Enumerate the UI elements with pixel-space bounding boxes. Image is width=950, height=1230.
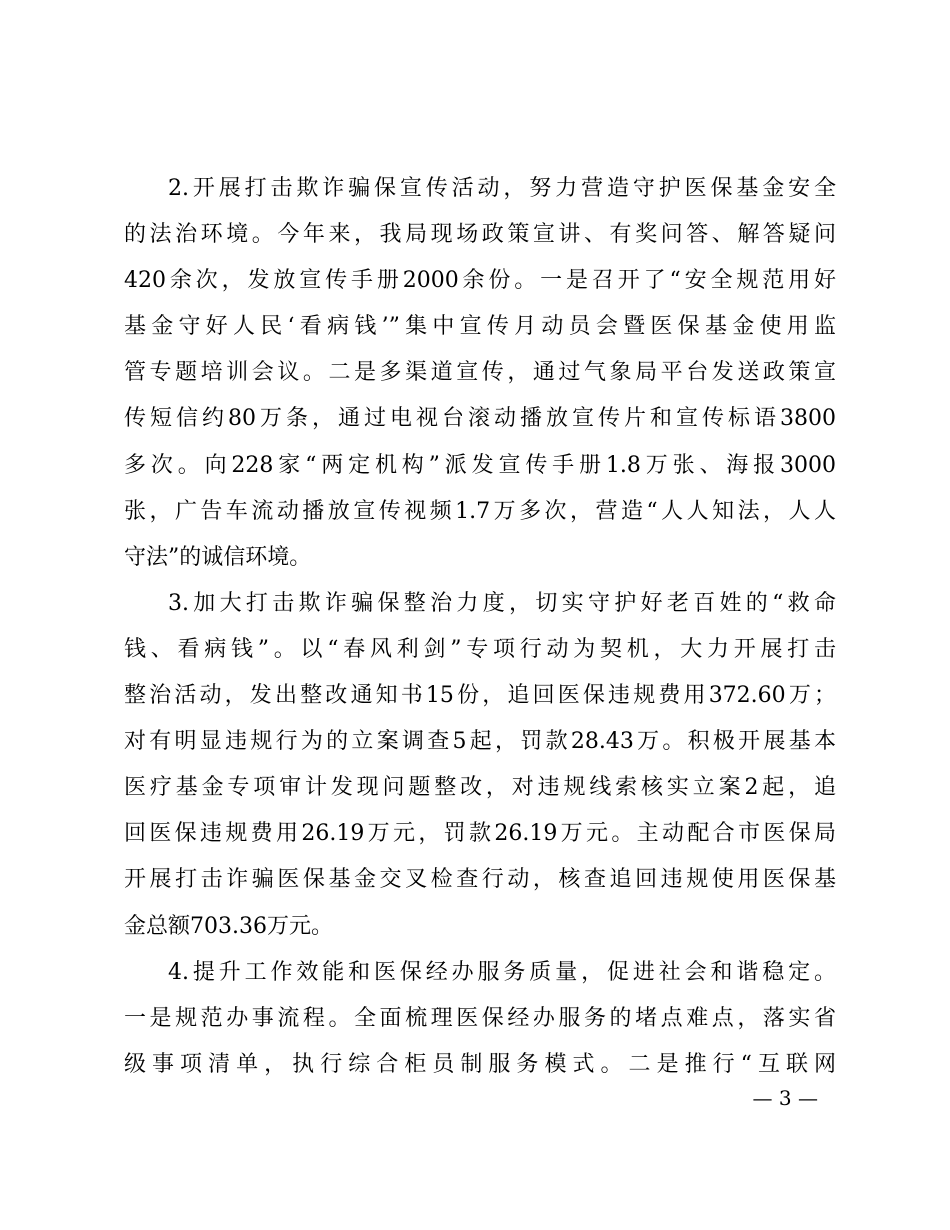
text-line: 传短信约80万条，通过电视台滚动播放宣传片和宣传标语3800 [124,406,836,432]
text-line: 420余次，发放宣传手册2000余份。一是召开了“安全规范用好 [124,268,836,294]
paragraph-4 [124,950,836,1088]
text-line: 守法”的诚信环境。 [124,544,312,570]
text-line: 张，广告车流动播放宣传视频1.7万多次，营造“人人知法，人人 [124,498,836,524]
text-line: 钱、看病钱”。以“春风利剑”专项行动为契机，大力开展打击 [124,636,836,662]
text-line: 回医保违规费用26.19万元，罚款26.19万元。主动配合市医保局 [124,821,836,847]
text-line: 医疗基金专项审计发现问题整改，对违规线索核实立案2起，追 [124,775,836,801]
paragraph-2 [124,166,836,581]
text-line: 一是规范办事流程。全面梳理医保经办服务的堵点难点，落实省 [124,1005,836,1031]
text-line: 开展打击诈骗医保基金交叉检查行动，核查追回违规使用医保基 [124,867,836,893]
text-line: 的法治环境。今年来，我局现场政策宣讲、有奖问答、解答疑问 [124,222,836,248]
text-line: 整治活动，发出整改通知书15份，追回医保违规费用372.60万； [124,683,836,709]
paragraph-3 [124,581,836,950]
document-body [124,166,836,1088]
text-line: 管专题培训会议。二是多渠道宣传，通过气象局平台发送政策宣 [124,360,836,386]
text-line: 4.提升工作效能和医保经办服务质量，促进社会和谐稳定。 [168,959,836,985]
text-line: 3.加大打击欺诈骗保整治力度，切实守护好老百姓的“救命 [168,590,836,616]
text-line: 基金守好人民‘看病钱’”集中宣传月动员会暨医保基金使用监 [124,314,836,340]
text-line: 多次。向228家“两定机构”派发宣传手册1.8万张、海报3000 [124,452,836,478]
text-line: 2.开展打击欺诈骗保宣传活动，努力营造守护医保基金安全 [168,176,836,201]
text-line: 金总额703.36万元。 [124,913,333,939]
page-number: — 3 — [752,1086,818,1110]
text-line: 对有明显违规行为的立案调查5起，罚款28.43万。积极开展基本 [124,729,836,755]
text-line: 级事项清单，执行综合柜员制服务模式。二是推行“互联网 [124,1051,836,1077]
